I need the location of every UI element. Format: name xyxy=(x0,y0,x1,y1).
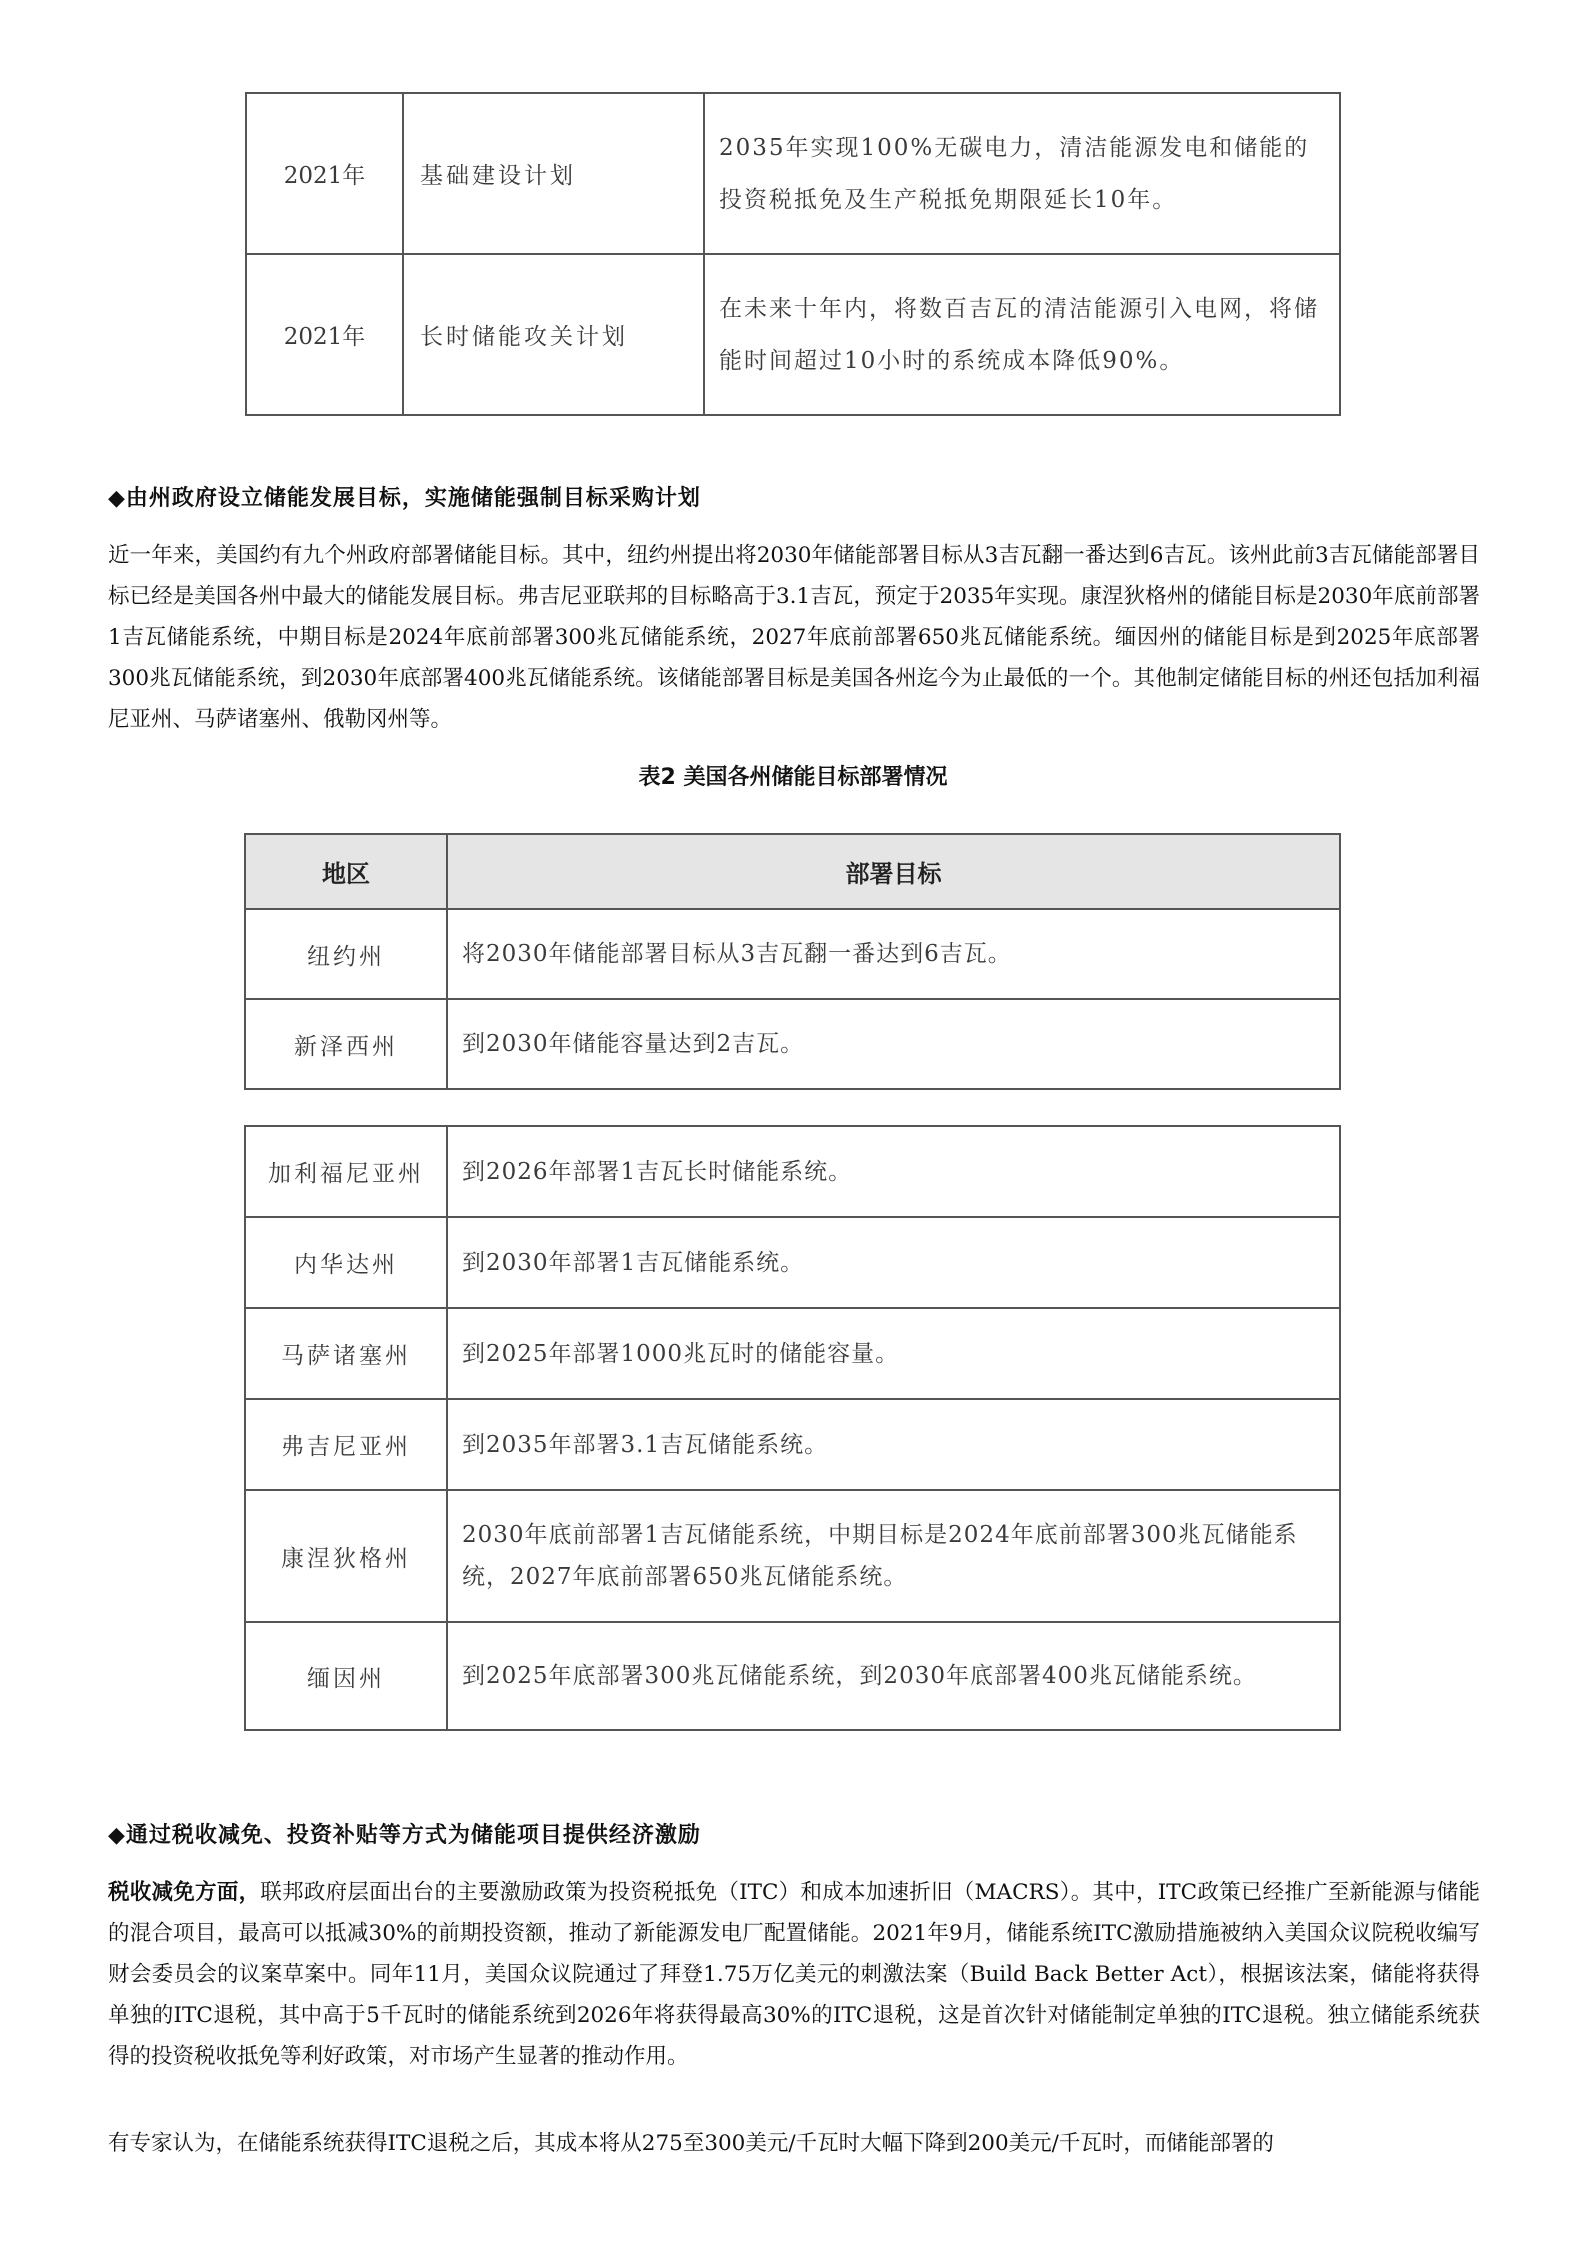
content-cell: 2035年实现100%无碳电力，清洁能源发电和储能的投资税抵免及生产税抵免期限延长10年。 xyxy=(704,93,1340,254)
region-cell: 纽约州 xyxy=(245,909,447,999)
target-cell: 将2030年储能部署目标从3吉瓦翻一番达到6吉瓦。 xyxy=(447,909,1340,999)
paragraph-body: 联邦政府层面出台的主要激励政策为投资税抵免（ITC）和成本加速折旧（MACRS）。其中，ITC政策已经推广至新能源与储能的混合项目，最高可以抵减30%的前期投资额，推动了新能源发电厂配置储能。2021年9月，储能系统ITC激励措施被纳入美国众议院税收编写财会委员会的议案草案中。同年11月，美国众议院通过了拜登1.75万亿美元的刺激法案（Build Back Better Act），根据该法案，储能将获得单独的ITC退税，其中高于5千瓦时的储能系统到2026年将获得最高30%的ITC退税，这是首次针对储能制定单独的ITC退税。独立储能系统获得的投资税收抵免等利好政策，对市场产生显著的推动作用。 xyxy=(108,1880,1480,2069)
plan-cell: 基础建设计划 xyxy=(403,93,704,254)
target-cell: 到2030年部署1吉瓦储能系统。 xyxy=(447,1217,1340,1308)
table-row xyxy=(245,909,1340,999)
diamond-bullet-icon: ◆ xyxy=(108,486,126,511)
table-row xyxy=(245,1217,1340,1308)
region-cell: 内华达州 xyxy=(245,1217,447,1308)
region-cell: 新泽西州 xyxy=(245,999,447,1089)
table-caption: 表2 美国各州储能目标部署情况 xyxy=(638,765,948,790)
region-cell: 缅因州 xyxy=(245,1622,447,1730)
target-cell: 到2025年部署1000兆瓦时的储能容量。 xyxy=(447,1308,1340,1399)
paragraph-lead: 税收减免方面， xyxy=(108,1880,261,1905)
year-cell: 2021年 xyxy=(246,93,403,254)
target-cell: 到2030年储能容量达到2吉瓦。 xyxy=(447,999,1340,1089)
body-paragraph: 有专家认为，在储能系统获得ITC退税之后，其成本将从275至300美元/千瓦时大幅下降到200美元/千瓦时，而储能部署的 xyxy=(108,2131,1274,2156)
state-targets-table xyxy=(244,833,1341,1090)
content-cell: 在未来十年内，将数百吉瓦的清洁能源引入电网，将储能时间超过10小时的系统成本降低90%。 xyxy=(704,254,1340,415)
table-row xyxy=(245,999,1340,1089)
table-row xyxy=(245,1490,1340,1622)
policy-table xyxy=(245,92,1341,416)
year-cell: 2021年 xyxy=(246,254,403,415)
target-cell: 到2026年部署1吉瓦长时储能系统。 xyxy=(447,1126,1340,1217)
section-heading xyxy=(108,1818,701,1849)
section-heading xyxy=(108,481,701,512)
region-cell: 弗吉尼亚州 xyxy=(245,1399,447,1490)
table-header-row xyxy=(245,834,1340,909)
target-cell: 到2025年底部署300兆瓦储能系统，到2030年底部署400兆瓦储能系统。 xyxy=(447,1622,1340,1730)
section-heading-text: 通过税收减免、投资补贴等方式为储能项目提供经济激励 xyxy=(125,1823,701,1848)
table-row xyxy=(245,1308,1340,1399)
table-row xyxy=(246,93,1340,254)
table-row xyxy=(245,1399,1340,1490)
region-cell: 康涅狄格州 xyxy=(245,1490,447,1622)
plan-cell: 长时储能攻关计划 xyxy=(403,254,704,415)
body-paragraph xyxy=(108,1872,1480,2077)
state-targets-table-continued xyxy=(244,1125,1341,1731)
table-row xyxy=(245,1622,1340,1730)
table-row xyxy=(246,254,1340,415)
region-cell: 加利福尼亚州 xyxy=(245,1126,447,1217)
body-paragraph: 近一年来，美国约有九个州政府部署储能目标。其中，纽约州提出将2030年储能部署目标从3吉瓦翻一番达到6吉瓦。该州此前3吉瓦储能部署目标已经是美国各州中最大的储能发展目标。弗吉尼亚联邦的目标略高于3.1吉瓦，预定于2035年实现。康涅狄格州的储能目标是2030年底前部署1吉瓦储能系统，中期目标是2024年底前部署300兆瓦储能系统，2027年底前部署650兆瓦储能系统。缅因州的储能目标是到2025年底部署300兆瓦储能系统，到2030年底部署400兆瓦储能系统。该储能部署目标是美国各州迄今为止最低的一个。其他制定储能目标的州还包括加利福尼亚州、马萨诸塞州、俄勒冈州等。 xyxy=(108,543,1480,732)
diamond-bullet-icon: ◆ xyxy=(108,1823,126,1848)
target-cell: 到2035年部署3.1吉瓦储能系统。 xyxy=(447,1399,1340,1490)
column-header-region: 地区 xyxy=(245,834,447,909)
target-cell: 2030年底前部署1吉瓦储能系统，中期目标是2024年底前部署300兆瓦储能系统，2027年底前部署650兆瓦储能系统。 xyxy=(447,1490,1340,1622)
region-cell: 马萨诸塞州 xyxy=(245,1308,447,1399)
column-header-target: 部署目标 xyxy=(447,834,1340,909)
section-heading-text: 由州政府设立储能发展目标，实施储能强制目标采购计划 xyxy=(125,486,701,511)
table-row xyxy=(245,1126,1340,1217)
